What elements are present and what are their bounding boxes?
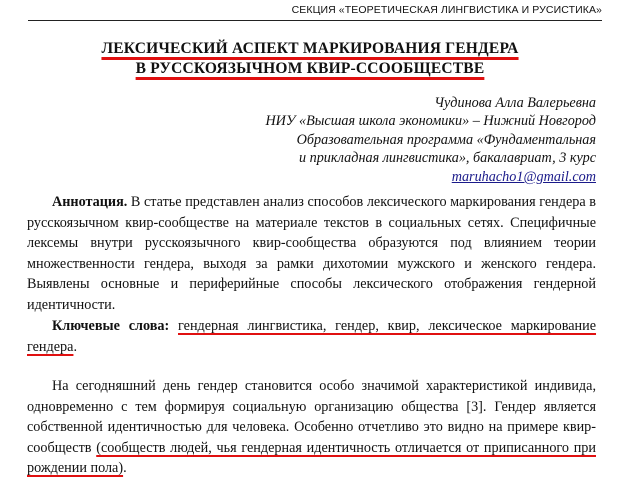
section-header: СЕКЦИЯ «ТЕОРЕТИЧЕСКАЯ ЛИНГВИСТИКА И РУСИСТИКА» [291,4,602,16]
keywords-label: Ключевые слова: [52,318,170,334]
header-rule [28,20,602,21]
body-text-part-1: На сегодняшний день гендер становится особо значимой характеристикой индивида, одновременно с тем формируя социальную организацию общества [3]. Гендер является собственной идентичностью для человека. Особенно отчетливо это видно на примере квир-сообществ [27,378,596,456]
body-underlined-definition: (сообществ людей, чья гендерная идентичность отличается от приписанного при рождении пола) [27,439,596,477]
abstract-label: Аннотация. [52,194,128,210]
body-text-part-2: . [123,460,127,477]
author-name: Чудинова Алла Валерьевна [434,95,596,111]
keywords-end: . [73,338,77,355]
author-university: НИУ «Высшая школа экономики» – Нижний Новгород [265,113,596,129]
author-program-line-1: Образовательная программа «Фундаментальная [296,132,596,148]
abstract-text: В статье представлен анализ способов лексического маркирования гендера в русскоязычном квир-сообществе на материале текстов в социальных сетях. Специфичные лексемы внутри русскоязычного квир-сообщества образуются под влиянием теории множественности гендера, выходя за рамки дихотомии мужского и женского гендера. Выявлены основные и периферийные способы лексического отображения гендерной идентичности. [27,194,596,313]
keywords-paragraph [27,316,596,357]
title-line-1-text: ЛЕКСИЧЕСКИЙ АСПЕКТ МАРКИРОВАНИЯ ГЕНДЕРА [101,40,519,57]
author-email-line [452,168,596,187]
title-line-2-text: В РУССКОЯЗЫЧНОМ КВИР-ССООБЩЕСТВЕ [135,60,485,77]
author-email-link[interactable]: maruhacho1@gmail.com [451,169,596,185]
title-line-1 [0,40,620,58]
abstract-paragraph [27,192,596,316]
author-program-line-2: и прикладная лингвистика», бакалавриат, 3 курс [298,150,596,166]
body-paragraph [27,376,596,479]
keywords-text: гендерная лингвистика, гендер, квир, лексическое маркирование гендера [27,318,597,355]
title-line-2 [0,60,620,78]
